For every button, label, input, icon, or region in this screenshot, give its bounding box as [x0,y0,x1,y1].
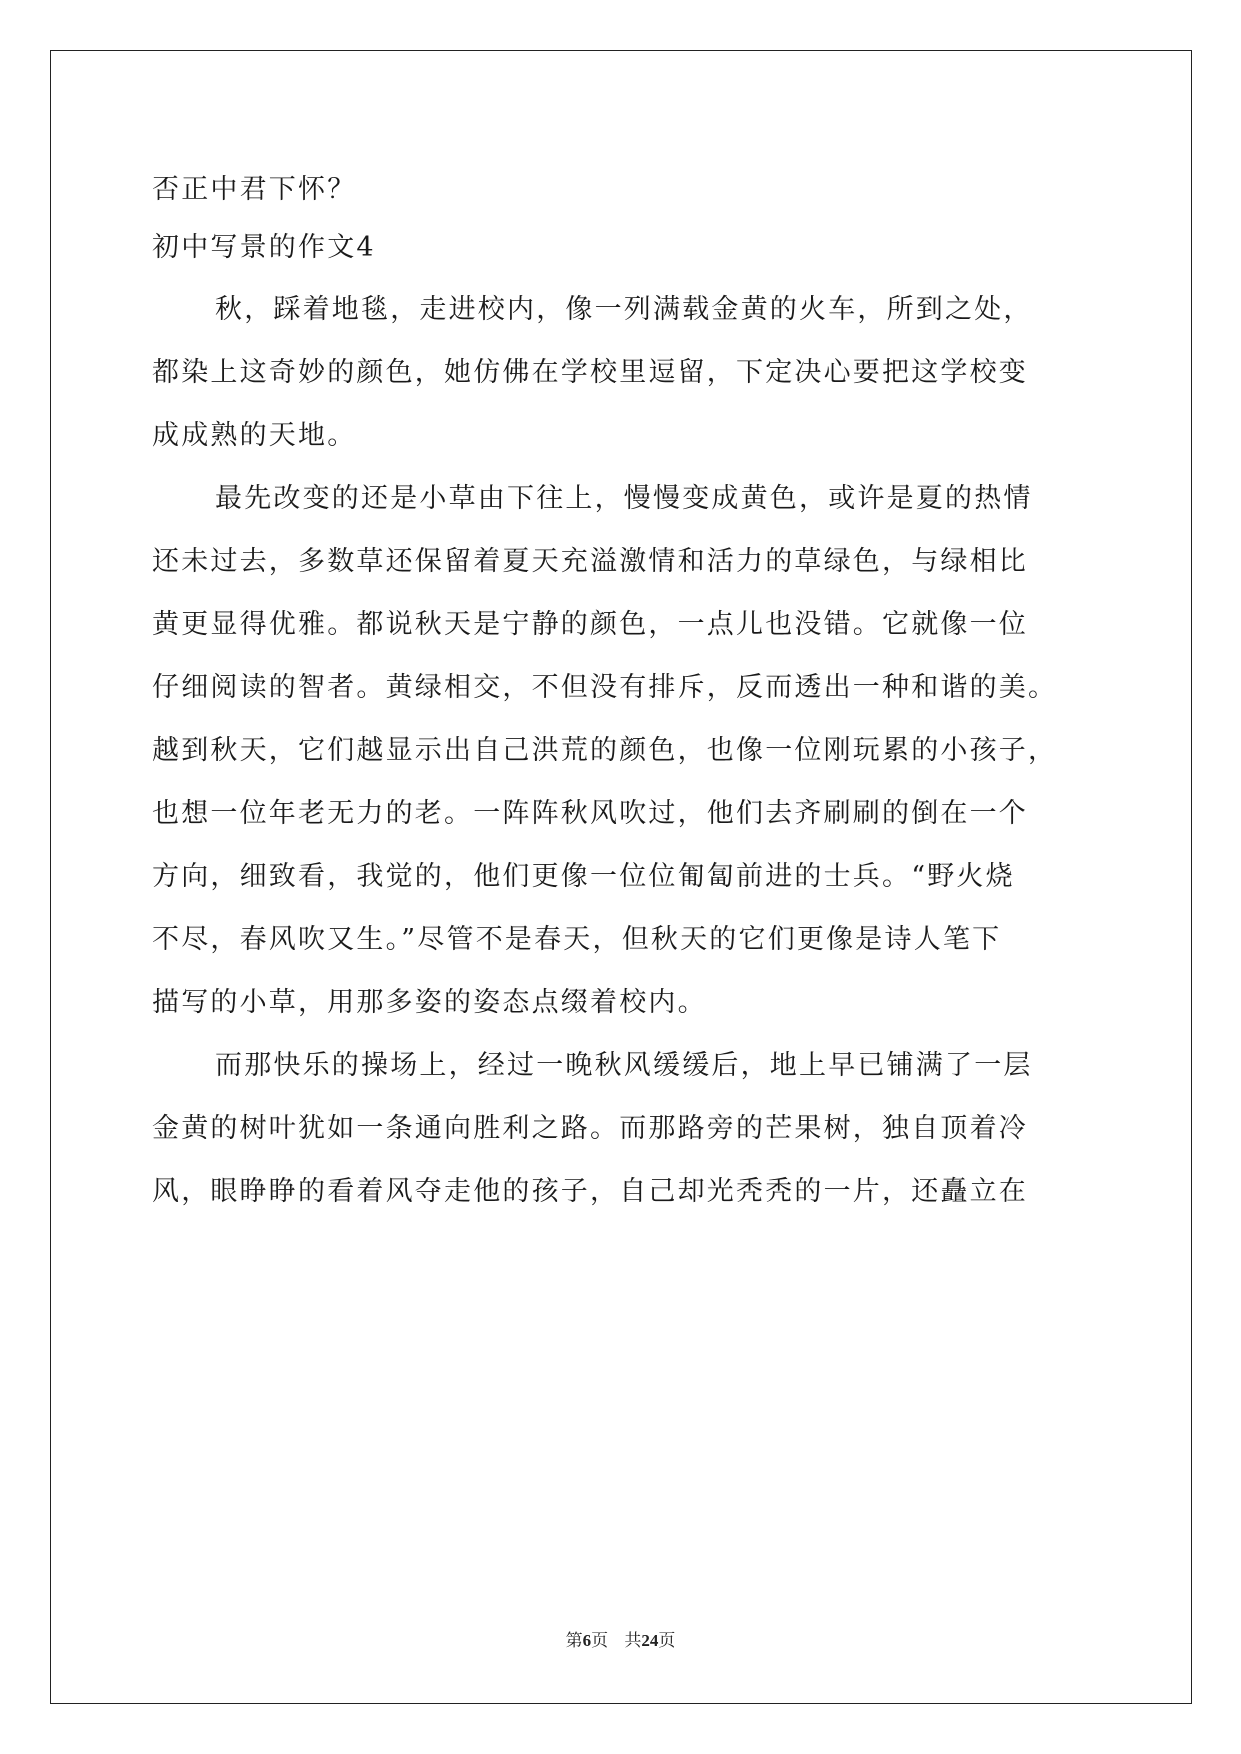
footer-total-prefix: 共 [624,1631,642,1651]
paragraph-3-line-2: 金黄的树叶犹如一条通向胜利之路。而那路旁的芒果树，独自顶着冷 [152,1113,1028,1144]
footer-page-suffix: 页 [591,1631,609,1651]
text-line-continuation: 否正中君下怀？ [152,174,357,205]
paragraph-2-line-8: 不尽，春风吹又生。”尽管不是春天，但秋天的它们更像是诗人笔下 [152,924,1002,955]
footer-page-prefix: 第 [565,1631,583,1651]
paragraph-2-line-3: 黄更显得优雅。都说秋天是宁静的颜色，一点儿也没错。它就像一位 [152,609,1028,640]
paragraph-2-line-1: 最先改变的还是小草由下往上，慢慢变成黄色，或许是夏的热情 [215,483,1033,514]
paragraph-1-line-3: 成成熟的天地。 [152,420,357,451]
paragraph-2-line-6: 也想一位年老无力的老。一阵阵秋风吹过，他们去齐刷刷的倒在一个 [152,798,1028,829]
paragraph-2-line-7: 方向，细致看，我觉的，他们更像一位位匍匐前进的士兵。“野火烧 [152,861,1015,892]
paragraph-3-line-3: 风，眼睁睁的看着风夺走他的孩子，自己却光秃秃的一片，还矗立在 [152,1176,1028,1207]
paragraph-2-line-5: 越到秋天，它们越显示出自己洪荒的颜色，也像一位刚玩累的小孩子， [152,735,1058,766]
paragraph-2-line-2: 还未过去，多数草还保留着夏天充溢激情和活力的草绿色，与绿相比 [152,546,1028,577]
section-heading: 初中写景的作文4 [152,232,376,263]
paragraph-1-line-2: 都染上这奇妙的颜色，她仿佛在学校里逗留，下定决心要把这学校变 [152,357,1028,388]
current-page-number: 6 [582,1631,592,1650]
footer-total-suffix: 页 [658,1631,676,1651]
paragraph-2-line-9: 描写的小草，用那多姿的姿态点缀着校内。 [152,987,707,1018]
paragraph-2-line-4: 仔细阅读的智者。黄绿相交，不但没有排斥，反而透出一种和谐的美。 [152,672,1058,703]
total-page-count: 24 [641,1631,659,1650]
page-footer [0,1630,1241,1652]
paragraph-3-line-1: 而那快乐的操场上，经过一晚秋风缓缓后，地上早已铺满了一层 [215,1050,1033,1081]
paragraph-1-line-1: 秋，踩着地毯，走进校内，像一列满载金黄的火车，所到之处， [215,294,1033,325]
